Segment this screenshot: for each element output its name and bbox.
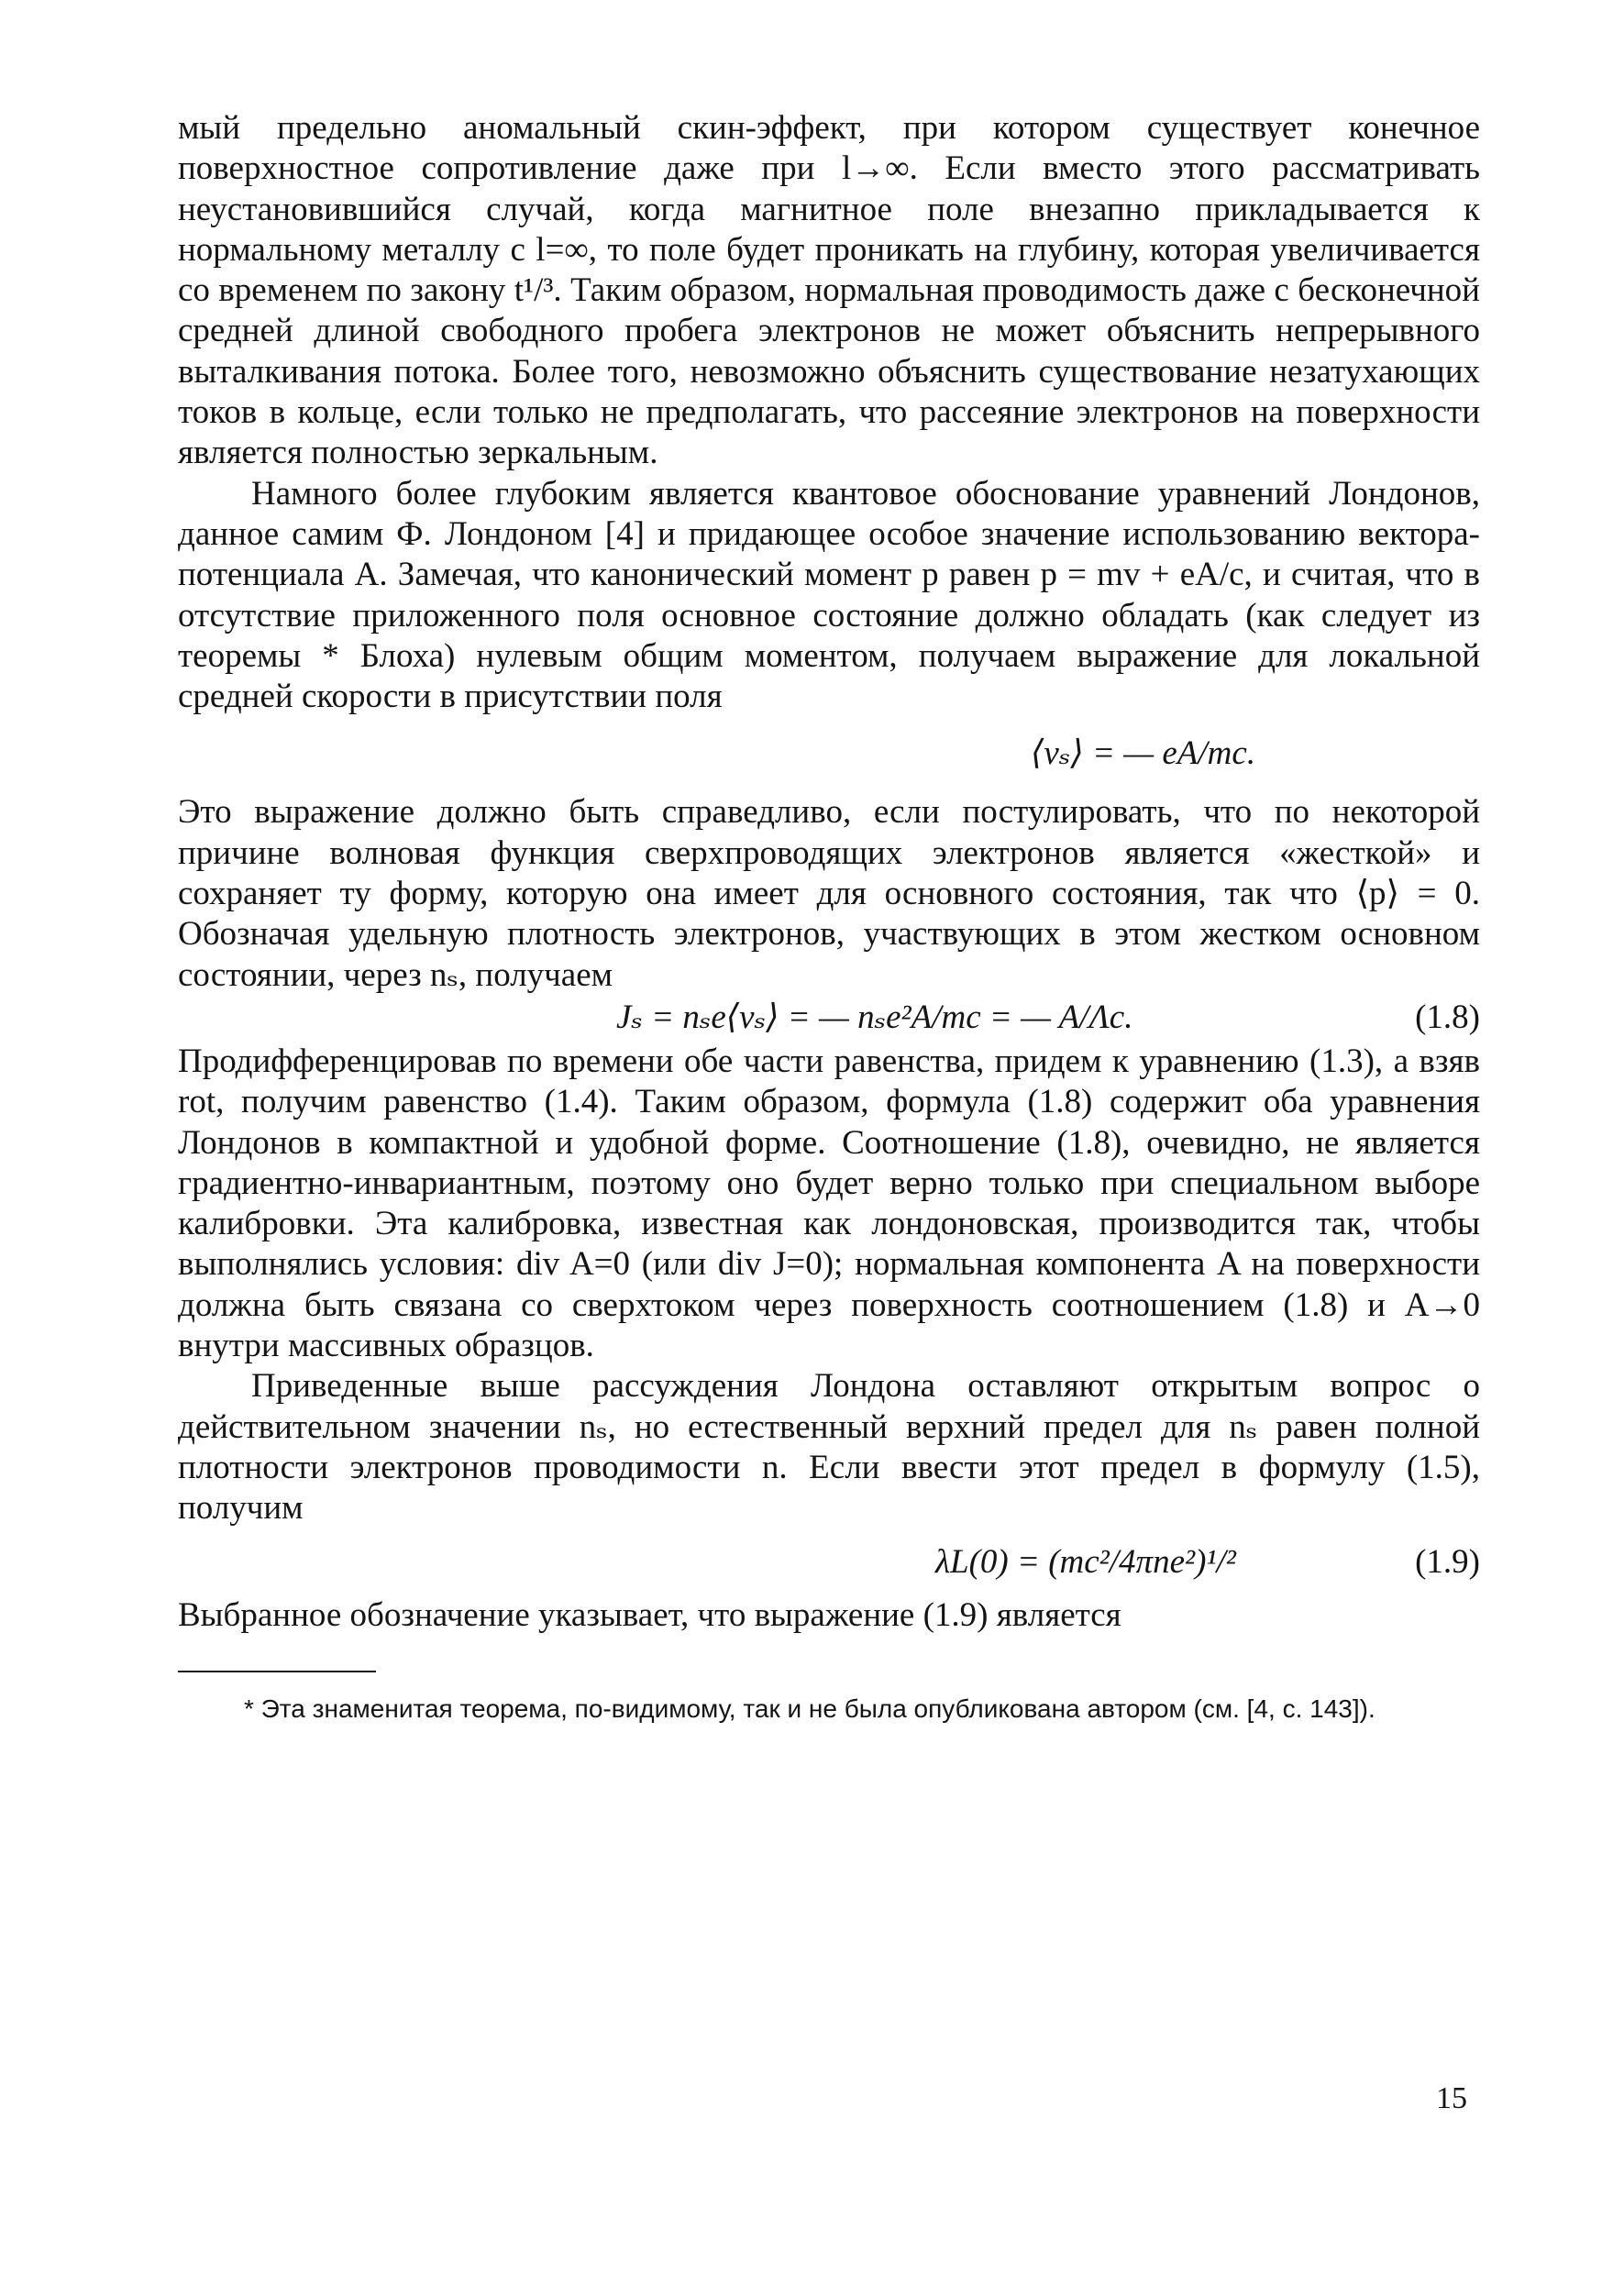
paragraph-5: Приведенные выше рассуждения Лондона оставляют открытым вопрос о действительном значении nₛ, но естественный верхний предел для nₛ равен полной плотности электронов проводимости n. Если ввести этот предел в формулу (1.5), получим: [178, 1367, 1480, 1528]
equation-1-8-number: (1.8): [1415, 998, 1480, 1036]
paragraph-4: Продифференцировав по времени обе части равенства, придем к уравнению (1.3), а взяв rot, получим равенство (1.4). Таким образом, формула (1.8) содержит оба уравнения Лондонов в компактной и удобной форме. Соотношение (1.8), очевидно, не является градиентно-инвариантным, поэтому оно будет верно только при специальном выборе калибровки. Эта калибровка, известная как лондоновская, производится так, чтобы выполнялись условия: div A=0 (или div J=0); нормальная компонента A на поверхности должна быть связана со сверхтоком через поверхность соотношением (1.8) и A→0 внутри массивных образцов.: [178, 1042, 1480, 1365]
equation-velocity-expression: ⟨vₛ⟩ = — eA/mc.: [1031, 734, 1256, 773]
equation-1-9-expression: λL(0) = (mc²/4πne²)¹/²: [935, 1542, 1236, 1581]
equation-1-8: [178, 998, 1480, 1038]
paragraph-6: Выбранное обозначение указывает, что выражение (1.9) является: [178, 1595, 1121, 1634]
equation-velocity: [178, 734, 1480, 774]
equation-1-8-expression: Jₛ = nₛe⟨vₛ⟩ = — nₛe²A/mc = — A/Λc.: [616, 998, 1133, 1036]
page-number: 15: [1436, 2081, 1467, 2115]
paragraph-1: мый предельно аномальный скин-эффект, при котором существует конечное поверхностное сопротивление даже при l→∞. Если вместо этого рассматривать неустановившийся случай, когда магнитное поле внезапно прикладывается к нормальному металлу с l=∞, то поле будет проникать на глубину, которая увеличивается со временем по закону t¹/³. Таким образом, нормальная проводимость даже с бесконечной средней длиной свободного пробега электронов не может объяснить непрерывного выталкивания потока. Более того, невозможно объяснить существование незатухающих токов в кольце, если только не предполагать, что рассеяние электронов на поверхности является полностью зеркальным.: [178, 109, 1480, 472]
page-body: [178, 108, 1480, 1726]
footnote: * Эта знаменитая теорема, по-видимому, так и не была опубликована автором (см. [4, с. 143]).: [244, 1694, 1375, 1723]
equation-1-9-number: (1.9): [1415, 1542, 1480, 1581]
paragraph-2: Намного более глубоким является квантовое обоснование уравнений Лондонов, данное самим Ф. Лондоном [4] и придающее особое значение использованию вектора-потенциала A. Замечая, что канонический момент p равен p = mv + eA/c, и считая, что в отсутствие приложенного поля основное состояние должно обладать (как следует из теоремы * Блоха) нулевым общим моментом, получаем выражение для локальной средней скорости в присутствии поля: [178, 474, 1480, 716]
paragraph-3: Это выражение должно быть справедливо, если постулировать, что по некоторой причине волновая функция сверхпроводящих электронов является «жесткой» и сохраняет ту форму, которую она имеет для основного состояния, так что ⟨p⟩ = 0. Обозначая удельную плотность электронов, участвующих в этом жестком основном состоянии, через nₛ, получаем: [178, 793, 1480, 994]
footnote-separator: [178, 1671, 376, 1672]
equation-1-9: [178, 1542, 1480, 1583]
